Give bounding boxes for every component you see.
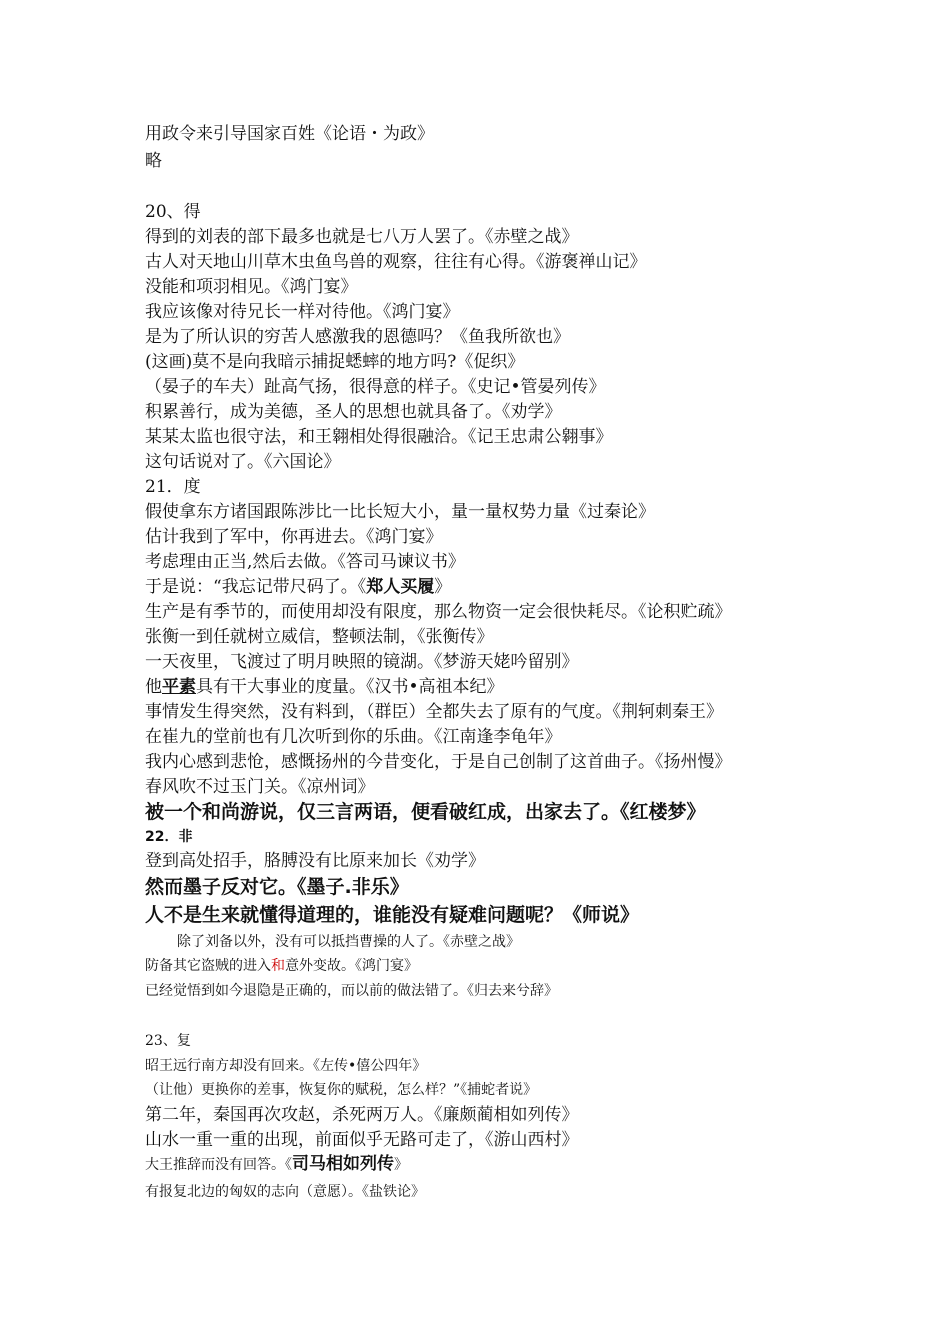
text-line <box>145 1155 408 1174</box>
underlined-word: 平素 <box>162 677 196 697</box>
text-span: 于是说：“我忘记带尺码了。《 <box>145 577 367 597</box>
bold-line: 被一个和尚游说，仅三言两语，便看破红成，出家去了。《红楼梦》 <box>145 801 706 823</box>
text-line: 我应该像对待兄长一样对待他。《鸿门宴》 <box>145 302 460 322</box>
text-span: 他 <box>145 677 162 697</box>
text-line <box>145 677 504 697</box>
text-line: 昭王远行南方却没有回来。《左传•僖公四年》 <box>145 1058 427 1074</box>
text-span: 大王推辞而没有回答。《 <box>145 1157 292 1173</box>
text-line: 事情发生得突然，没有料到，（群臣）全都失去了原有的气度。《荆轲刺秦王》 <box>145 702 723 722</box>
red-char: 和 <box>271 958 285 974</box>
text-line: 生产是有季节的，而使用却没有限度，那么物资一定会很快耗尽。《论积贮疏》 <box>145 602 732 622</box>
text-line <box>145 577 451 597</box>
section-heading: 23、复 <box>145 1033 191 1049</box>
text-line: 在崔九的堂前也有几次听到你的乐曲。《江南逢李龟年》 <box>145 727 562 747</box>
text-line: 假使拿东方诸国跟陈涉比一比长短大小，量一量权势力量《过秦论》 <box>145 502 655 522</box>
text-span: 》 <box>434 577 452 597</box>
bold-line: 然而墨子反对它。《墨子.非乐》 <box>145 876 409 898</box>
text-line: 考虑理由正当,然后去做。《答司马谏议书》 <box>145 552 465 572</box>
text-line: 除了刘备以外，没有可以抵挡曹操的人了。《赤壁之战》 <box>177 934 520 950</box>
text-line: (这画)莫不是向我暗示捕捉蟋蟀的地方吗?《促织》 <box>145 352 525 372</box>
text-line <box>145 957 418 975</box>
text-line: 没能和项羽相见。《鸿门宴》 <box>145 277 358 297</box>
bold-line: 人不是生来就懂得道理的，谁能没有疑难问题呢？《师说》 <box>145 904 640 926</box>
text-line: 某某太监也很守法，和王翱相处得很融洽。《记王忠肃公翱事》 <box>145 427 613 447</box>
text-line: 用政令来引导国家百姓《论语・为政》 <box>145 124 434 144</box>
section-heading: 22．非 <box>145 829 193 845</box>
text-line: 这句话说对了。《六国论》 <box>145 452 341 472</box>
text-line: 略 <box>145 151 162 171</box>
text-span: 防备其它盗贼的进入 <box>145 958 271 974</box>
bold-title: 郑人买履 <box>366 577 435 597</box>
text-line: （晏子的车夫）趾高气扬，很得意的样子。《史记•管晏列传》 <box>145 377 606 397</box>
text-line: 得到的刘表的部下最多也就是七八万人罢了。《赤壁之战》 <box>145 227 579 247</box>
text-line: 有报复北边的匈奴的志向（意愿）。《盐铁论》 <box>145 1184 425 1200</box>
text-line: 张衡一到任就树立威信，整顿法制，《张衡传》 <box>145 627 494 647</box>
text-line: 第二年，秦国再次攻赵，杀死两万人。《廉颇蔺相如列传》 <box>145 1105 579 1125</box>
text-span: 意外变故。《鸿门宴》 <box>285 958 418 974</box>
text-line: 我内心感到悲怆，感慨扬州的今昔变化，于是自己创制了这首曲子。《扬州慢》 <box>145 752 732 772</box>
section-heading: 20、得 <box>145 202 201 222</box>
text-span: 》 <box>394 1157 408 1173</box>
text-line: 登到高处招手，胳膊没有比原来加长《劝学》 <box>145 851 485 871</box>
text-line: 积累善行，成为美德，圣人的思想也就具备了。《劝学》 <box>145 402 562 422</box>
text-line: 山水一重一重的出现，前面似乎无路可走了，《游山西村》 <box>145 1130 579 1150</box>
text-line: 春风吹不过玉门关。《凉州词》 <box>145 777 375 797</box>
text-line: 估计我到了军中，你再进去。《鸿门宴》 <box>145 527 443 547</box>
text-line: （让他）更换你的差事，恢复你的赋税，怎么样？”《捕蛇者说》 <box>145 1082 538 1098</box>
bold-title: 司马相如列传 <box>292 1154 394 1174</box>
text-line: 是为了所认识的穷苦人感激我的恩德吗？《鱼我所欲也》 <box>145 327 570 347</box>
section-heading: 21．度 <box>145 477 201 497</box>
text-line: 一天夜里，飞渡过了明月映照的镜湖。《梦游天姥吟留别》 <box>145 652 579 672</box>
text-span: 具有干大事业的度量。《汉书•高祖本纪》 <box>196 677 504 697</box>
text-line: 古人对天地山川草木虫鱼鸟兽的观察，往往有心得。《游褒禅山记》 <box>145 252 647 272</box>
text-line: 已经觉悟到如今退隐是正确的，而以前的做法错了。《归去来兮辞》 <box>145 983 558 999</box>
